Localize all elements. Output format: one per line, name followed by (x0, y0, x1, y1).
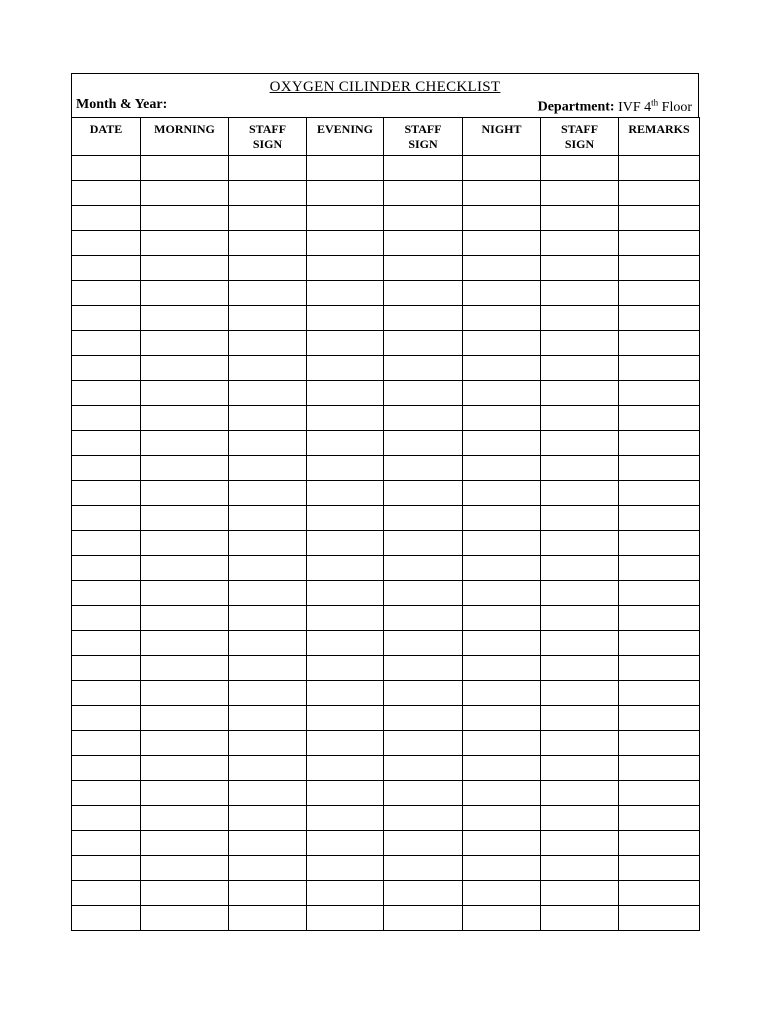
table-row (72, 656, 700, 681)
cell-staff-sign-night[interactable] (541, 556, 619, 581)
table-row (72, 481, 700, 506)
cell-staff-sign-night[interactable] (541, 231, 619, 256)
column-header-remarks: REMARKS (619, 118, 700, 156)
cell-night[interactable] (463, 706, 541, 731)
cell-night[interactable] (463, 556, 541, 581)
cell-staff-sign-evening[interactable] (384, 806, 463, 831)
column-header-night: NIGHT (463, 118, 541, 156)
cell-staff-sign-morning[interactable] (229, 181, 307, 206)
cell-remarks[interactable] (619, 631, 700, 656)
cell-morning[interactable] (141, 481, 229, 506)
cell-morning[interactable] (141, 781, 229, 806)
cell-staff-sign-evening[interactable] (384, 381, 463, 406)
cell-evening[interactable] (307, 506, 384, 531)
cell-staff-sign-evening[interactable] (384, 656, 463, 681)
cell-morning[interactable] (141, 631, 229, 656)
cell-date[interactable] (72, 331, 141, 356)
cell-date[interactable] (72, 156, 141, 181)
cell-staff-sign-evening[interactable] (384, 606, 463, 631)
cell-night[interactable] (463, 406, 541, 431)
cell-night[interactable] (463, 156, 541, 181)
cell-staff-sign-evening[interactable] (384, 881, 463, 906)
table-row (72, 356, 700, 381)
cell-staff-sign-night[interactable] (541, 406, 619, 431)
cell-staff-sign-night[interactable] (541, 206, 619, 231)
cell-evening[interactable] (307, 156, 384, 181)
cell-remarks[interactable] (619, 406, 700, 431)
cell-staff-sign-morning[interactable] (229, 806, 307, 831)
cell-staff-sign-morning[interactable] (229, 381, 307, 406)
table-row (72, 631, 700, 656)
cell-evening[interactable] (307, 731, 384, 756)
cell-night[interactable] (463, 581, 541, 606)
cell-remarks[interactable] (619, 356, 700, 381)
cell-date[interactable] (72, 306, 141, 331)
cell-staff-sign-night[interactable] (541, 881, 619, 906)
cell-remarks[interactable] (619, 881, 700, 906)
cell-night[interactable] (463, 381, 541, 406)
cell-date[interactable] (72, 356, 141, 381)
cell-evening[interactable] (307, 631, 384, 656)
cell-evening[interactable] (307, 281, 384, 306)
cell-date[interactable] (72, 431, 141, 456)
cell-evening[interactable] (307, 756, 384, 781)
table-row (72, 256, 700, 281)
cell-staff-sign-morning[interactable] (229, 506, 307, 531)
cell-staff-sign-morning[interactable] (229, 456, 307, 481)
cell-morning[interactable] (141, 606, 229, 631)
cell-staff-sign-evening[interactable] (384, 206, 463, 231)
cell-remarks[interactable] (619, 231, 700, 256)
cell-staff-sign-evening[interactable] (384, 906, 463, 931)
table-row (72, 706, 700, 731)
cell-staff-sign-morning[interactable] (229, 531, 307, 556)
cell-remarks[interactable] (619, 681, 700, 706)
cell-morning[interactable] (141, 331, 229, 356)
cell-remarks[interactable] (619, 256, 700, 281)
cell-date[interactable] (72, 881, 141, 906)
cell-staff-sign-evening[interactable] (384, 631, 463, 656)
cell-remarks[interactable] (619, 706, 700, 731)
cell-staff-sign-evening[interactable] (384, 256, 463, 281)
cell-evening[interactable] (307, 231, 384, 256)
cell-date[interactable] (72, 581, 141, 606)
cell-staff-sign-morning[interactable] (229, 706, 307, 731)
form-header (71, 73, 699, 117)
cell-date[interactable] (72, 256, 141, 281)
cell-morning[interactable] (141, 581, 229, 606)
cell-staff-sign-morning[interactable] (229, 756, 307, 781)
cell-remarks[interactable] (619, 206, 700, 231)
cell-staff-sign-morning[interactable] (229, 406, 307, 431)
cell-night[interactable] (463, 256, 541, 281)
cell-staff-sign-evening[interactable] (384, 331, 463, 356)
cell-staff-sign-morning[interactable] (229, 156, 307, 181)
cell-staff-sign-night[interactable] (541, 681, 619, 706)
cell-evening[interactable] (307, 681, 384, 706)
cell-evening[interactable] (307, 481, 384, 506)
cell-morning[interactable] (141, 181, 229, 206)
cell-date[interactable] (72, 206, 141, 231)
cell-night[interactable] (463, 656, 541, 681)
cell-date[interactable] (72, 656, 141, 681)
cell-evening[interactable] (307, 381, 384, 406)
cell-date[interactable] (72, 781, 141, 806)
table-row (72, 681, 700, 706)
cell-staff-sign-night[interactable] (541, 906, 619, 931)
cell-evening[interactable] (307, 331, 384, 356)
cell-staff-sign-morning[interactable] (229, 906, 307, 931)
cell-staff-sign-evening[interactable] (384, 506, 463, 531)
table-row (72, 881, 700, 906)
cell-morning[interactable] (141, 831, 229, 856)
cell-evening[interactable] (307, 181, 384, 206)
checklist-sheet (71, 73, 699, 931)
table-row (72, 781, 700, 806)
cell-remarks[interactable] (619, 456, 700, 481)
cell-remarks[interactable] (619, 556, 700, 581)
cell-morning[interactable] (141, 806, 229, 831)
cell-staff-sign-night[interactable] (541, 356, 619, 381)
cell-night[interactable] (463, 756, 541, 781)
cell-morning[interactable] (141, 881, 229, 906)
cell-staff-sign-night[interactable] (541, 831, 619, 856)
cell-evening[interactable] (307, 656, 384, 681)
cell-date[interactable] (72, 281, 141, 306)
cell-remarks[interactable] (619, 731, 700, 756)
form-title: OXYGEN CILINDER CHECKLIST (269, 79, 501, 95)
cell-staff-sign-morning[interactable] (229, 856, 307, 881)
table-row (72, 606, 700, 631)
cell-night[interactable] (463, 281, 541, 306)
cell-remarks[interactable] (619, 531, 700, 556)
cell-staff-sign-evening[interactable] (384, 156, 463, 181)
cell-morning[interactable] (141, 756, 229, 781)
cell-date[interactable] (72, 506, 141, 531)
cell-staff-sign-morning[interactable] (229, 231, 307, 256)
cell-remarks[interactable] (619, 856, 700, 881)
cell-date[interactable] (72, 756, 141, 781)
cell-staff-sign-evening[interactable] (384, 406, 463, 431)
cell-staff-sign-evening[interactable] (384, 306, 463, 331)
table-row (72, 431, 700, 456)
cell-remarks[interactable] (619, 381, 700, 406)
cell-date[interactable] (72, 406, 141, 431)
cell-evening[interactable] (307, 531, 384, 556)
cell-staff-sign-morning[interactable] (229, 731, 307, 756)
cell-night[interactable] (463, 356, 541, 381)
cell-evening[interactable] (307, 256, 384, 281)
cell-staff-sign-night[interactable] (541, 306, 619, 331)
cell-staff-sign-morning[interactable] (229, 306, 307, 331)
table-row (72, 731, 700, 756)
cell-remarks[interactable] (619, 606, 700, 631)
cell-night[interactable] (463, 481, 541, 506)
cell-date[interactable] (72, 531, 141, 556)
cell-evening[interactable] (307, 556, 384, 581)
cell-date[interactable] (72, 481, 141, 506)
cell-date[interactable] (72, 631, 141, 656)
cell-night[interactable] (463, 856, 541, 881)
cell-staff-sign-night[interactable] (541, 181, 619, 206)
cell-date[interactable] (72, 556, 141, 581)
cell-morning[interactable] (141, 456, 229, 481)
cell-evening[interactable] (307, 581, 384, 606)
cell-staff-sign-evening[interactable] (384, 706, 463, 731)
cell-night[interactable] (463, 331, 541, 356)
column-header-morning: MORNING (141, 118, 229, 156)
table-row (72, 556, 700, 581)
table-row (72, 506, 700, 531)
cell-remarks[interactable] (619, 581, 700, 606)
cell-evening[interactable] (307, 356, 384, 381)
cell-evening[interactable] (307, 406, 384, 431)
cell-staff-sign-evening[interactable] (384, 756, 463, 781)
cell-evening[interactable] (307, 831, 384, 856)
cell-date[interactable] (72, 731, 141, 756)
cell-remarks[interactable] (619, 831, 700, 856)
cell-staff-sign-morning[interactable] (229, 656, 307, 681)
cell-date[interactable] (72, 806, 141, 831)
cell-night[interactable] (463, 181, 541, 206)
cell-date[interactable] (72, 831, 141, 856)
cell-remarks[interactable] (619, 506, 700, 531)
cell-staff-sign-night[interactable] (541, 156, 619, 181)
cell-evening[interactable] (307, 606, 384, 631)
cell-date[interactable] (72, 381, 141, 406)
cell-evening[interactable] (307, 706, 384, 731)
cell-morning[interactable] (141, 156, 229, 181)
cell-morning[interactable] (141, 506, 229, 531)
cell-remarks[interactable] (619, 806, 700, 831)
cell-staff-sign-morning[interactable] (229, 581, 307, 606)
table-row (72, 756, 700, 781)
cell-staff-sign-evening[interactable] (384, 731, 463, 756)
cell-staff-sign-evening[interactable] (384, 281, 463, 306)
cell-staff-sign-morning[interactable] (229, 781, 307, 806)
cell-staff-sign-morning[interactable] (229, 606, 307, 631)
cell-staff-sign-morning[interactable] (229, 356, 307, 381)
table-row (72, 281, 700, 306)
cell-remarks[interactable] (619, 156, 700, 181)
cell-staff-sign-night[interactable] (541, 256, 619, 281)
cell-staff-sign-evening[interactable] (384, 856, 463, 881)
cell-staff-sign-night[interactable] (541, 331, 619, 356)
table-header-row (72, 118, 700, 156)
table-row (72, 156, 700, 181)
cell-evening[interactable] (307, 856, 384, 881)
cell-night[interactable] (463, 781, 541, 806)
table-row (72, 581, 700, 606)
cell-morning[interactable] (141, 431, 229, 456)
cell-night[interactable] (463, 306, 541, 331)
cell-staff-sign-evening[interactable] (384, 231, 463, 256)
cell-night[interactable] (463, 806, 541, 831)
cell-night[interactable] (463, 456, 541, 481)
cell-evening[interactable] (307, 781, 384, 806)
cell-staff-sign-morning[interactable] (229, 481, 307, 506)
cell-staff-sign-night[interactable] (541, 706, 619, 731)
cell-morning[interactable] (141, 281, 229, 306)
department-label: Department: (537, 99, 615, 115)
table-row (72, 906, 700, 931)
cell-staff-sign-night[interactable] (541, 656, 619, 681)
cell-morning[interactable] (141, 231, 229, 256)
table-row (72, 406, 700, 431)
cell-staff-sign-evening[interactable] (384, 431, 463, 456)
cell-date[interactable] (72, 706, 141, 731)
cell-morning[interactable] (141, 681, 229, 706)
cell-date[interactable] (72, 606, 141, 631)
column-header-staff-sign-morning: STAFF SIGN (229, 118, 307, 156)
cell-staff-sign-night[interactable] (541, 281, 619, 306)
cell-staff-sign-night[interactable] (541, 431, 619, 456)
cell-night[interactable] (463, 431, 541, 456)
cell-staff-sign-night[interactable] (541, 631, 619, 656)
cell-remarks[interactable] (619, 306, 700, 331)
cell-staff-sign-evening[interactable] (384, 831, 463, 856)
cell-night[interactable] (463, 206, 541, 231)
column-header-staff-sign-night: STAFF SIGN (541, 118, 619, 156)
cell-staff-sign-morning[interactable] (229, 431, 307, 456)
cell-staff-sign-night[interactable] (541, 806, 619, 831)
table-row (72, 806, 700, 831)
cell-staff-sign-morning[interactable] (229, 881, 307, 906)
table-row (72, 231, 700, 256)
cell-night[interactable] (463, 906, 541, 931)
table-row (72, 831, 700, 856)
cell-remarks[interactable] (619, 781, 700, 806)
table-row (72, 306, 700, 331)
checklist-table (71, 117, 700, 931)
cell-staff-sign-night[interactable] (541, 581, 619, 606)
cell-date[interactable] (72, 856, 141, 881)
cell-evening[interactable] (307, 906, 384, 931)
cell-staff-sign-night[interactable] (541, 756, 619, 781)
cell-night[interactable] (463, 831, 541, 856)
table-row (72, 331, 700, 356)
cell-morning[interactable] (141, 406, 229, 431)
cell-morning[interactable] (141, 656, 229, 681)
cell-date[interactable] (72, 906, 141, 931)
cell-night[interactable] (463, 606, 541, 631)
cell-morning[interactable] (141, 206, 229, 231)
cell-staff-sign-evening[interactable] (384, 781, 463, 806)
cell-staff-sign-evening[interactable] (384, 556, 463, 581)
cell-staff-sign-night[interactable] (541, 481, 619, 506)
cell-staff-sign-evening[interactable] (384, 531, 463, 556)
cell-staff-sign-night[interactable] (541, 506, 619, 531)
table-row (72, 456, 700, 481)
table-row (72, 181, 700, 206)
cell-night[interactable] (463, 881, 541, 906)
cell-staff-sign-evening[interactable] (384, 581, 463, 606)
table-row (72, 381, 700, 406)
cell-staff-sign-morning[interactable] (229, 331, 307, 356)
cell-morning[interactable] (141, 856, 229, 881)
cell-staff-sign-morning[interactable] (229, 681, 307, 706)
department-field (538, 97, 692, 116)
cell-staff-sign-evening[interactable] (384, 481, 463, 506)
cell-staff-sign-evening[interactable] (384, 181, 463, 206)
cell-evening[interactable] (307, 881, 384, 906)
cell-staff-sign-morning[interactable] (229, 206, 307, 231)
cell-staff-sign-night[interactable] (541, 856, 619, 881)
cell-night[interactable] (463, 681, 541, 706)
cell-date[interactable] (72, 456, 141, 481)
cell-morning[interactable] (141, 531, 229, 556)
cell-evening[interactable] (307, 806, 384, 831)
cell-evening[interactable] (307, 206, 384, 231)
cell-staff-sign-morning[interactable] (229, 256, 307, 281)
table-row (72, 856, 700, 881)
cell-staff-sign-night[interactable] (541, 381, 619, 406)
cell-staff-sign-night[interactable] (541, 606, 619, 631)
cell-staff-sign-evening[interactable] (384, 456, 463, 481)
checklist-rows (72, 156, 700, 931)
cell-staff-sign-night[interactable] (541, 781, 619, 806)
cell-staff-sign-morning[interactable] (229, 281, 307, 306)
cell-morning[interactable] (141, 706, 229, 731)
cell-night[interactable] (463, 631, 541, 656)
cell-morning[interactable] (141, 906, 229, 931)
column-header-evening: EVENING (307, 118, 384, 156)
cell-night[interactable] (463, 731, 541, 756)
cell-morning[interactable] (141, 256, 229, 281)
cell-staff-sign-night[interactable] (541, 456, 619, 481)
cell-date[interactable] (72, 181, 141, 206)
cell-remarks[interactable] (619, 181, 700, 206)
month-year-label: Month & Year: (76, 97, 168, 112)
cell-night[interactable] (463, 506, 541, 531)
cell-staff-sign-evening[interactable] (384, 681, 463, 706)
cell-remarks[interactable] (619, 906, 700, 931)
cell-remarks[interactable] (619, 481, 700, 506)
cell-staff-sign-morning[interactable] (229, 631, 307, 656)
cell-evening[interactable] (307, 306, 384, 331)
table-row (72, 531, 700, 556)
cell-staff-sign-morning[interactable] (229, 556, 307, 581)
cell-morning[interactable] (141, 731, 229, 756)
table-row (72, 206, 700, 231)
cell-evening[interactable] (307, 431, 384, 456)
cell-remarks[interactable] (619, 656, 700, 681)
cell-remarks[interactable] (619, 431, 700, 456)
cell-staff-sign-night[interactable] (541, 731, 619, 756)
column-header-date: DATE (72, 118, 141, 156)
cell-remarks[interactable] (619, 281, 700, 306)
cell-date[interactable] (72, 231, 141, 256)
cell-morning[interactable] (141, 556, 229, 581)
cell-evening[interactable] (307, 456, 384, 481)
cell-staff-sign-evening[interactable] (384, 356, 463, 381)
cell-staff-sign-morning[interactable] (229, 831, 307, 856)
cell-remarks[interactable] (619, 331, 700, 356)
column-header-staff-sign-evening: STAFF SIGN (384, 118, 463, 156)
cell-night[interactable] (463, 531, 541, 556)
cell-remarks[interactable] (619, 756, 700, 781)
department-value: IVF 4th Floor (618, 97, 692, 115)
cell-morning[interactable] (141, 356, 229, 381)
cell-morning[interactable] (141, 306, 229, 331)
cell-night[interactable] (463, 231, 541, 256)
cell-date[interactable] (72, 681, 141, 706)
cell-morning[interactable] (141, 381, 229, 406)
cell-staff-sign-night[interactable] (541, 531, 619, 556)
